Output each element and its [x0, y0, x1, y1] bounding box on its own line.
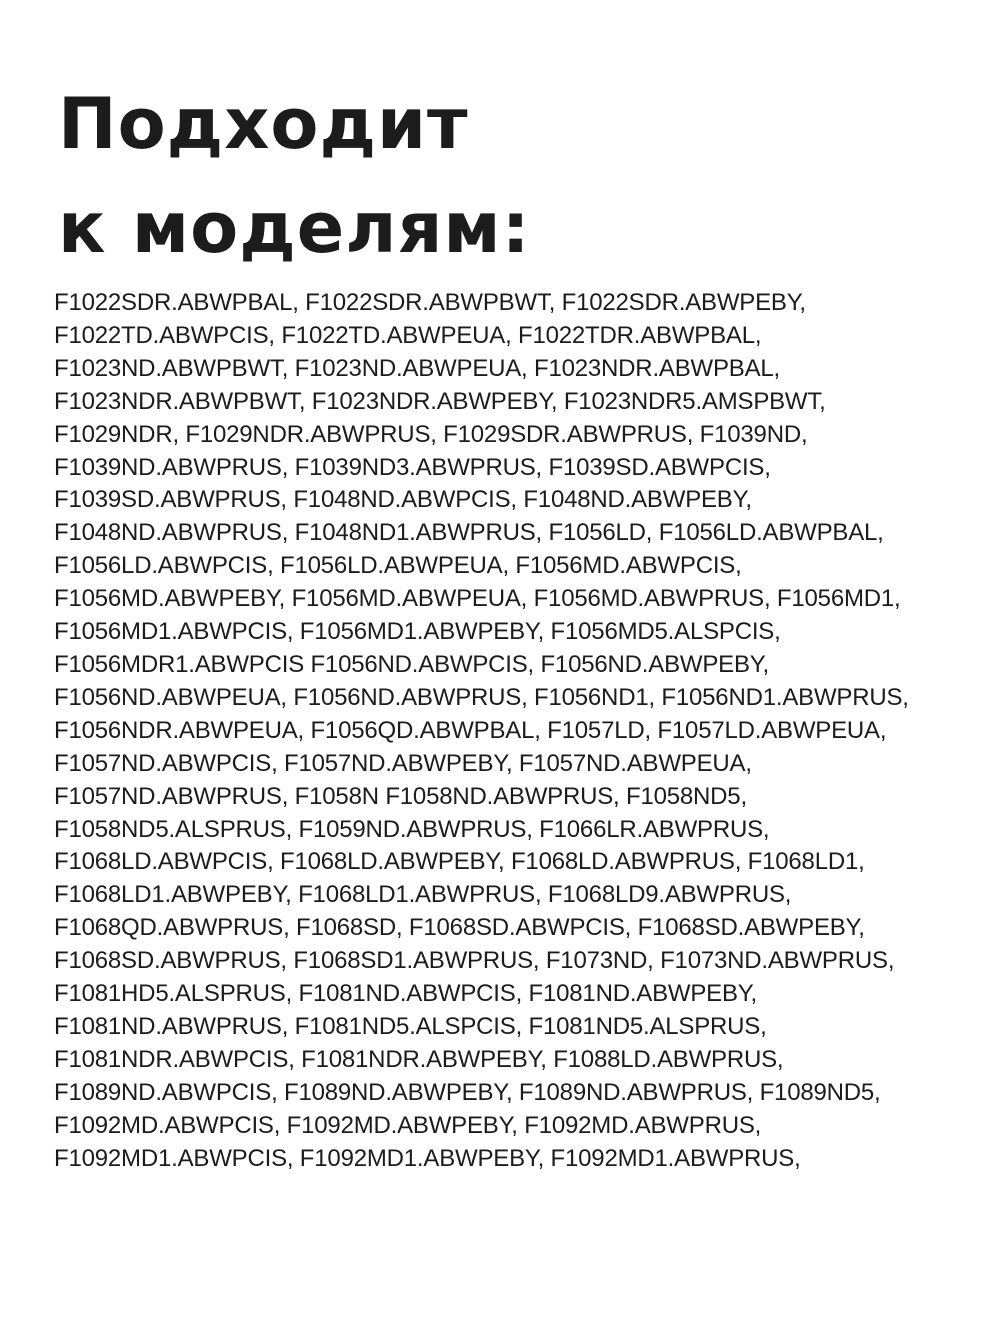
page-title [58, 72, 531, 280]
model-list-line: F1068QD.ABWPRUS, F1068SD, F1068SD.ABWPCIS, F1068SD.ABWPEBY, [54, 914, 865, 942]
model-list-line: F1081NDR.ABWPCIS, F1081NDR.ABWPEBY, F1088LD.ABWPRUS, [54, 1045, 784, 1073]
model-list-line: F1092MD.ABWPCIS, F1092MD.ABWPEBY, F1092MD.ABWPRUS, [54, 1111, 762, 1139]
model-list-line: F1023ND.ABWPBWT, F1023ND.ABWPEUA, F1023NDR.ABWPBAL, [54, 354, 781, 382]
model-list-line: F1039ND.ABWPRUS, F1039ND3.ABWPRUS, F1039SD.ABWPCIS, [54, 453, 771, 481]
model-list [54, 287, 984, 1175]
model-list-line: F1081HD5.ALSPRUS, F1081ND.ABWPCIS, F1081ND.ABWPEBY, [54, 980, 757, 1008]
model-list-line: F1048ND.ABWPRUS, F1048ND1.ABWPRUS, F1056LD, F1056LD.ABWPBAL, [54, 519, 884, 547]
model-list-line: F1056MDR1.ABWPCIS F1056ND.ABWPCIS, F1056ND.ABWPEBY, [54, 650, 769, 678]
model-list-line: F1092MD1.ABWPCIS, F1092MD1.ABWPEBY, F1092MD1.ABWPRUS, [54, 1144, 801, 1172]
model-list-line: F1056ND.ABWPEUA, F1056ND.ABWPRUS, F1056ND1, F1056ND1.ABWPRUS, [54, 683, 909, 711]
model-list-line: F1068SD.ABWPRUS, F1068SD1.ABWPRUS, F1073ND, F1073ND.ABWPRUS, [54, 947, 895, 975]
title-line-1: Подходит [58, 83, 469, 165]
model-list-line: F1068LD1.ABWPEBY, F1068LD1.ABWPRUS, F1068LD9.ABWPRUS, [54, 881, 792, 909]
title-line-2: к моделям: [58, 187, 531, 269]
model-list-line: F1056NDR.ABWPEUA, F1056QD.ABWPBAL, F1057LD, F1057LD.ABWPEUA, [54, 716, 887, 744]
model-list-line: F1058ND5.ALSPRUS, F1059ND.ABWPRUS, F1066LR.ABWPRUS, [54, 815, 770, 843]
model-list-line: F1023NDR.ABWPBWT, F1023NDR.ABWPEBY, F1023NDR5.AMSPBWT, [54, 387, 826, 415]
model-list-line: F1057ND.ABWPRUS, F1058N F1058ND.ABWPRUS, F1058ND5, [54, 782, 747, 810]
model-list-line: F1057ND.ABWPCIS, F1057ND.ABWPEBY, F1057ND.ABWPEUA, [54, 749, 752, 777]
model-list-line: F1081ND.ABWPRUS, F1081ND5.ALSPCIS, F1081ND5.ALSPRUS, [54, 1012, 767, 1040]
model-list-line: F1022TD.ABWPCIS, F1022TD.ABWPEUA, F1022TDR.ABWPBAL, [54, 321, 762, 349]
model-list-line: F1039SD.ABWPRUS, F1048ND.ABWPCIS, F1048ND.ABWPEBY, [54, 486, 752, 514]
model-list-line: F1068LD.ABWPCIS, F1068LD.ABWPEBY, F1068LD.ABWPRUS, F1068LD1, [54, 848, 865, 876]
model-list-line: F1056MD.ABWPEBY, F1056MD.ABWPEUA, F1056MD.ABWPRUS, F1056MD1, [54, 585, 901, 613]
model-list-line: F1022SDR.ABWPBAL, F1022SDR.ABWPBWT, F1022SDR.ABWPEBY, [54, 289, 806, 316]
model-list-line: F1089ND.ABWPCIS, F1089ND.ABWPEBY, F1089ND.ABWPRUS, F1089ND5, [54, 1078, 881, 1106]
model-list-line: F1056MD1.ABWPCIS, F1056MD1.ABWPEBY, F1056MD5.ALSPCIS, [54, 618, 781, 646]
model-list-line: F1029NDR, F1029NDR.ABWPRUS, F1029SDR.ABWPRUS, F1039ND, [54, 420, 808, 448]
model-list-line: F1056LD.ABWPCIS, F1056LD.ABWPEUA, F1056MD.ABWPCIS, [54, 552, 742, 580]
